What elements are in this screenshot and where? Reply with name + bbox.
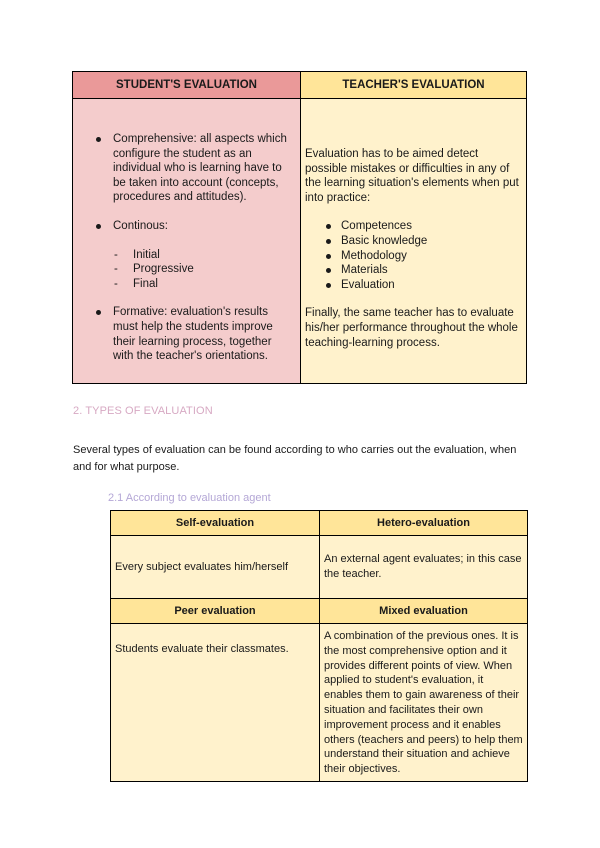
teacher-outro-text: Finally, the same teacher has to evaluate his/her performance throughout the whole teaching-learning process. — [305, 307, 518, 349]
list-item: - Progressive — [113, 262, 294, 277]
list-item: - Final — [113, 277, 294, 292]
teacher-intro-text: Evaluation has to be aimed detect possible mistakes or difficulties in any of the learning situation's elements when put into practice: — [305, 148, 519, 204]
evaluation-agent-table — [110, 510, 528, 782]
section-paragraph: Several types of evaluation can be found according to who carries out the evaluation, when and for what purpose. — [73, 444, 517, 473]
student-evaluation-list — [73, 99, 300, 364]
list-item: - Initial — [113, 248, 294, 263]
peer-evaluation-header: Peer evaluation — [111, 599, 320, 624]
list-item: Evaluation — [341, 278, 520, 293]
list-item: Materials — [341, 263, 520, 278]
teacher-evaluation-list — [305, 219, 520, 292]
list-item: Methodology — [341, 249, 520, 264]
subsection-heading: 2.1 According to evaluation agent — [108, 492, 271, 504]
continuous-sublist — [113, 248, 294, 292]
list-item: Formative: evaluation's results must help the students improve their learning process, together with the teacher's orientations. — [113, 305, 294, 363]
student-evaluation-header: STUDENT'S EVALUATION — [73, 72, 301, 99]
peer-evaluation-text: Students evaluate their classmates. — [111, 624, 320, 782]
evaluation-comparison-table — [72, 71, 527, 384]
hetero-evaluation-header: Hetero-evaluation — [320, 511, 528, 536]
list-item: Comprehensive: all aspects which configure the student as an individual who is learning have to be taken into account (concepts, procedures and attitudes). — [113, 132, 294, 205]
self-evaluation-text: Every subject evaluates him/herself — [111, 536, 320, 599]
hetero-evaluation-text: An external agent evaluates; in this case the teacher. — [320, 536, 528, 599]
teacher-evaluation-header: TEACHER'S EVALUATION — [301, 72, 527, 99]
section-heading: 2. TYPES OF EVALUATION — [73, 405, 213, 417]
list-item: Continous: - Initial - Progressive - Final — [113, 219, 294, 291]
mixed-evaluation-text: A combination of the previous ones. It is the most comprehensive option and it provides different points of view. When applied to student's evaluation, it enables them to gain awareness of their situation and facilitates their own improvement process and it enables others (teachers and peers) to help them understand their situation and achieve their objectives. — [320, 624, 528, 782]
self-evaluation-header: Self-evaluation — [111, 511, 320, 536]
list-item: Basic knowledge — [341, 234, 520, 249]
list-item: Competences — [341, 219, 520, 234]
teacher-evaluation-cell — [301, 99, 527, 384]
mixed-evaluation-header: Mixed evaluation — [320, 599, 528, 624]
student-evaluation-cell — [73, 99, 301, 384]
